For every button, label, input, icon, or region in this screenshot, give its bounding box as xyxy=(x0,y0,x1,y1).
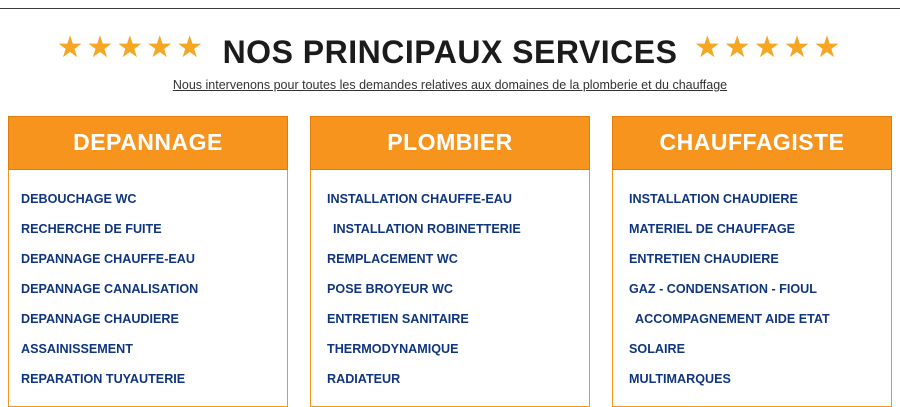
list-item[interactable]: ASSAINISSEMENT xyxy=(21,342,133,356)
service-list xyxy=(612,170,892,407)
page-title: NOS PRINCIPAUX SERVICES xyxy=(222,34,678,70)
top-divider xyxy=(0,8,900,9)
service-columns xyxy=(8,116,892,407)
list-item[interactable]: INSTALLATION ROBINETTERIE xyxy=(333,222,521,236)
list-item[interactable]: ENTRETIEN CHAUDIERE xyxy=(629,252,779,266)
list-item[interactable]: GAZ - CONDENSATION - FIOUL xyxy=(629,282,817,296)
star-rating-left-icon: ★★★★★ xyxy=(56,31,207,64)
list-item[interactable]: POSE BROYEUR WC xyxy=(327,282,453,296)
list-item[interactable]: MATERIEL DE CHAUFFAGE xyxy=(629,222,796,236)
service-list xyxy=(310,170,590,407)
service-card-title: CHAUFFAGISTE xyxy=(612,116,892,170)
list-item[interactable]: INSTALLATION CHAUFFE-EAU xyxy=(327,192,512,206)
list-item[interactable]: ENTRETIEN SANITAIRE xyxy=(327,312,469,326)
list-item[interactable]: DEPANNAGE CANALISATION xyxy=(21,282,199,296)
list-item[interactable]: DEBOUCHAGE WC xyxy=(21,192,137,206)
list-item[interactable]: REPARATION TUYAUTERIE xyxy=(21,372,186,386)
page-title-row xyxy=(0,30,900,71)
service-card-title: DEPANNAGE xyxy=(8,116,288,170)
service-card-title: PLOMBIER xyxy=(310,116,590,170)
list-item[interactable]: INSTALLATION CHAUDIERE xyxy=(629,192,798,206)
list-item[interactable]: REMPLACEMENT WC xyxy=(327,252,458,266)
service-card-chauffagiste xyxy=(612,116,892,407)
page-subtitle: Nous intervenons pour toutes les demandes relatives aux domaines de la plomberie et du chauffage xyxy=(172,78,728,92)
list-item[interactable]: THERMODYNAMIQUE xyxy=(327,342,459,356)
list-item[interactable]: ACCOMPAGNEMENT AIDE ETAT xyxy=(635,312,830,326)
star-rating-right-icon: ★★★★★ xyxy=(693,31,844,64)
list-item[interactable]: DEPANNAGE CHAUFFE-EAU xyxy=(21,252,195,266)
list-item[interactable]: RADIATEUR xyxy=(327,372,401,386)
service-card-depannage xyxy=(8,116,288,407)
list-item[interactable]: SOLAIRE xyxy=(629,342,685,356)
list-item[interactable]: DEPANNAGE CHAUDIERE xyxy=(21,312,179,326)
list-item[interactable]: MULTIMARQUES xyxy=(629,372,731,386)
service-card-plombier xyxy=(310,116,590,407)
service-list xyxy=(8,170,288,407)
list-item[interactable]: RECHERCHE DE FUITE xyxy=(21,222,162,236)
